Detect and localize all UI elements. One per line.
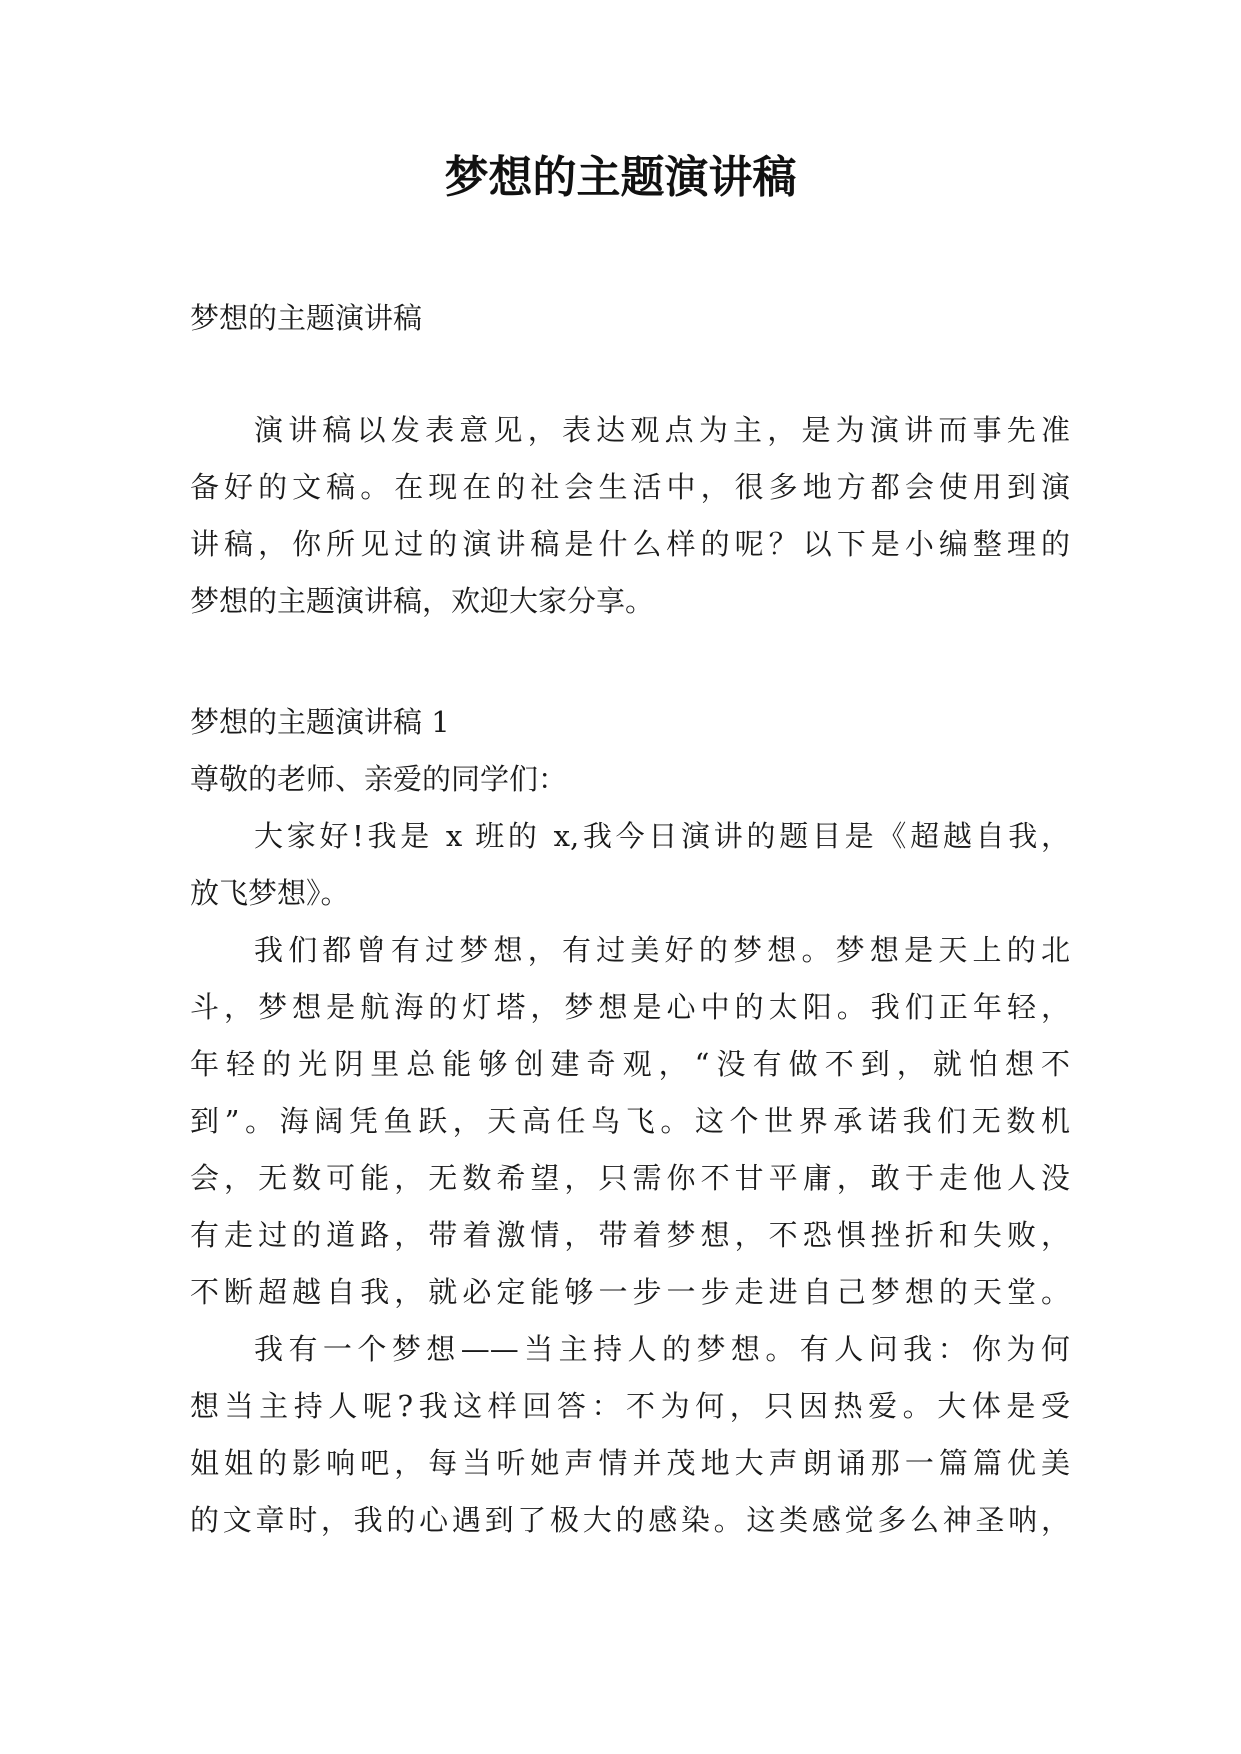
speech-line: 大家好!我是 x 班的 x,我今日演讲的题目是《超越自我， xyxy=(254,819,1070,853)
intro-line: 演讲稿以发表意见，表达观点为主，是为演讲而事先准 xyxy=(254,413,1070,447)
speech-line: 不断超越自我，就必定能够一步一步走进自己梦想的天堂。 xyxy=(190,1275,1070,1309)
speech-line: 有走过的道路，带着激情，带着梦想，不恐惧挫折和失败， xyxy=(190,1218,1070,1252)
salutation-text: 尊敬的老师、亲爱的同学们： xyxy=(190,762,568,796)
speech-line: 的文章时，我的心遇到了极大的感染。这类感觉多么神圣呐， xyxy=(190,1503,1070,1537)
speech-line: 我们都曾有过梦想，有过美好的梦想。梦想是天上的北 xyxy=(254,933,1070,967)
intro-paragraph xyxy=(190,402,1070,630)
section-heading-text: 梦想的主题演讲稿 1 xyxy=(190,705,450,739)
speech-line: 斗，梦想是航海的灯塔，梦想是心中的太阳。我们正年轻， xyxy=(190,990,1070,1024)
intro-line: 梦想的主题演讲稿，欢迎大家分享。 xyxy=(190,584,655,618)
document-title: 梦想的主题演讲稿 xyxy=(444,152,797,203)
subtitle-line: 梦想的主题演讲稿 xyxy=(190,301,423,335)
section-heading xyxy=(190,694,1070,751)
intro-line: 备好的文稿。在现在的社会生活中，很多地方都会使用到演 xyxy=(190,470,1070,504)
speech-line: 我有一个梦想——当主持人的梦想。有人问我：你为何 xyxy=(254,1332,1070,1366)
salutation xyxy=(190,751,1070,808)
document-subtitle xyxy=(190,290,1070,347)
speech-line: 想当主持人呢?我这样回答：不为何，只因热爱。大体是受 xyxy=(190,1389,1070,1423)
intro-line: 讲稿，你所见过的演讲稿是什么样的呢？以下是小编整理的 xyxy=(190,527,1070,561)
speech-line: 放飞梦想》。 xyxy=(190,876,350,910)
speech-body xyxy=(190,808,1070,1549)
speech-line: 年轻的光阴里总能够创建奇观，“没有做不到，就怕想不 xyxy=(190,1047,1070,1081)
speech-line: 姐姐的影响吧，每当听她声情并茂地大声朗诵那一篇篇优美 xyxy=(190,1446,1070,1480)
speech-line: 会，无数可能，无数希望，只需你不甘平庸，敢于走他人没 xyxy=(190,1161,1070,1195)
speech-line: 到”。海阔凭鱼跃，天高任鸟飞。这个世界承诺我们无数机 xyxy=(190,1104,1070,1138)
